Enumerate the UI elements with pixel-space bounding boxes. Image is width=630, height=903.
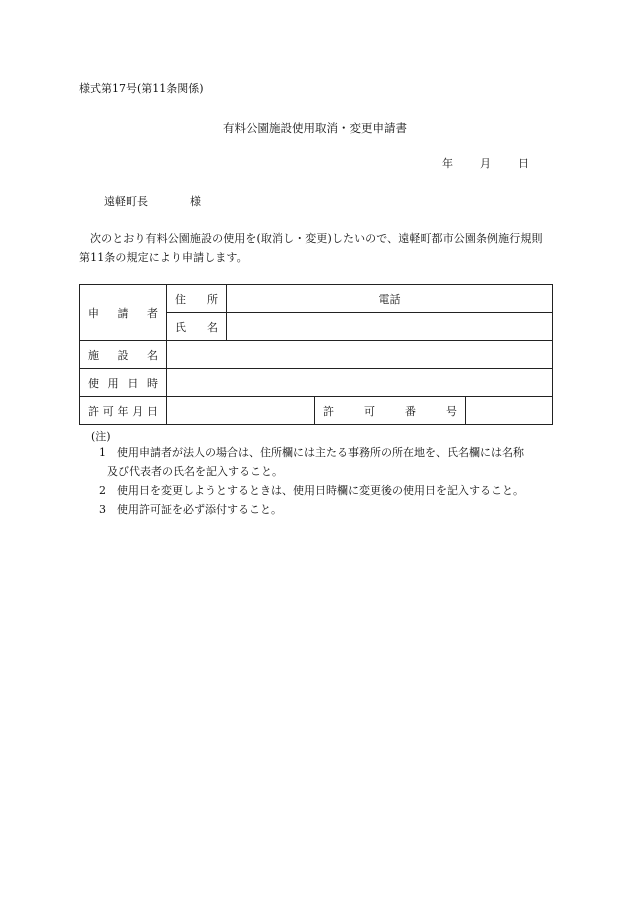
note-item-3: [99, 500, 282, 519]
note-number: 3: [99, 503, 106, 516]
permit-date-field[interactable]: [167, 397, 315, 425]
facility-name-label: 施設名: [80, 341, 167, 369]
table-row: [80, 285, 553, 313]
addressee: [104, 193, 201, 209]
address-field[interactable]: [227, 285, 553, 313]
permit-number-label: 許可番号: [315, 397, 466, 425]
use-datetime-field[interactable]: [167, 369, 553, 397]
addressee-name: 遠軽町長: [104, 195, 148, 208]
permit-number-field[interactable]: [466, 397, 553, 425]
note-text: 使用日を変更しようとするときは、使用日時欄に変更後の使用日を記入すること。: [117, 484, 524, 497]
permit-date-label: 許可年月日: [80, 397, 167, 425]
note-item-1-continued: 及び代表者の氏名を記入すること。: [107, 465, 283, 478]
date-year-label: 年: [442, 157, 453, 170]
note-number: 1: [99, 446, 106, 459]
facility-name-field[interactable]: [167, 341, 553, 369]
note-item-1: [99, 443, 524, 462]
date-day-label: 日: [518, 157, 529, 170]
address-label: 住所: [167, 285, 227, 313]
note-item-2: [99, 481, 524, 500]
applicant-label: 申請者: [80, 285, 167, 341]
date-month-label: 月: [480, 157, 491, 170]
table-row: [80, 369, 553, 397]
body-text: 次のとおり有料公園施設の使用を(取消し・変更)したいので、遠軽町都市公園条例施行規則第11条の規定により申請します。: [79, 232, 543, 264]
note-text: 使用許可証を必ず添付すること。: [117, 503, 282, 516]
table-row: [80, 341, 553, 369]
name-label: 氏名: [167, 313, 227, 341]
date-line: [442, 155, 529, 171]
form-number: 様式第17号(第11条関係): [79, 82, 204, 95]
addressee-honorific: 様: [190, 195, 201, 208]
notes-heading: (注): [91, 430, 111, 443]
use-datetime-label: 使用日時: [80, 369, 167, 397]
document-title: 有料公園施設使用取消・変更申請書: [223, 121, 407, 135]
name-field[interactable]: [227, 313, 553, 341]
note-number: 2: [99, 484, 106, 497]
note-text: 使用申請者が法人の場合は、住所欄には主たる事務所の所在地を、氏名欄には名称: [117, 446, 524, 459]
phone-label: 電話: [378, 292, 401, 306]
table-row: [80, 397, 553, 425]
application-table: [79, 284, 553, 425]
